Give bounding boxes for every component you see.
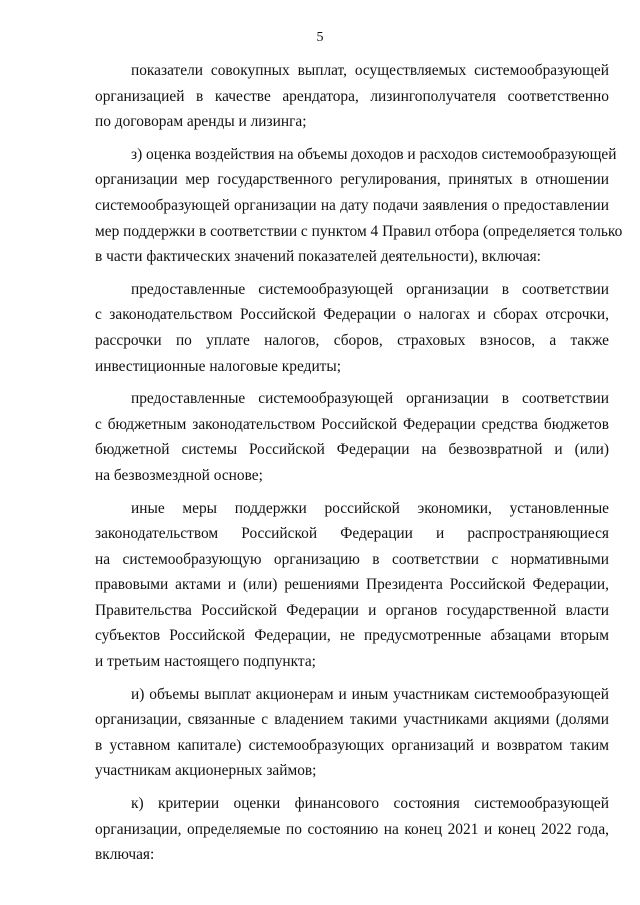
paragraph-line: включая: xyxy=(95,846,155,864)
paragraph-line: с законодательством Российской Федерации о налогах и сборах отсрочки, xyxy=(95,306,609,324)
page-number: 5 xyxy=(316,30,324,45)
paragraph-budget-funds xyxy=(95,386,609,488)
paragraph-item-i xyxy=(95,682,609,784)
paragraph-line: правовыми актами и (или) решениями Президента Российской Федерации, xyxy=(95,576,609,594)
document-body xyxy=(95,58,623,875)
paragraph-line: предоставленные системообразующей организации в соответствии xyxy=(131,280,609,298)
paragraph-line: законодательством Российской Федерации и распространяющиеся xyxy=(95,525,609,543)
paragraph-aggregate-payments xyxy=(95,58,609,135)
paragraph-line: в части фактических значений показателей деятельности), включая: xyxy=(95,248,541,266)
paragraph-line: Правительства Российской Федерации и органов государственной власти xyxy=(95,601,609,619)
paragraph-line: з) оценка воздействия на объемы доходов и расходов системообразующей xyxy=(131,145,617,163)
paragraph-line: организации, связанные с владением такими участниками акциями (долями xyxy=(95,711,609,729)
paragraph-line: иные меры поддержки российской экономики, установленные xyxy=(131,499,609,517)
paragraph-line: по договорам аренды и лизинга; xyxy=(95,113,307,131)
paragraph-line: субъектов Российской Федерации, не предусмотренные абзацами вторым xyxy=(95,627,609,645)
paragraph-line: организацией в качестве арендатора, лизингополучателя соответственно xyxy=(95,87,609,105)
paragraph-line: рассрочки по уплате налогов, сборов, страховых взносов, а также xyxy=(95,331,609,349)
paragraph-item-k xyxy=(95,791,609,868)
paragraph-line: показатели совокупных выплат, осуществляемых системообразующей xyxy=(131,62,609,79)
paragraph-line: бюджетной системы Российской Федерации на безвозвратной и (или) xyxy=(95,441,609,459)
paragraph-line: организации мер государственного регулирования, принятых в отношении xyxy=(95,171,609,189)
paragraph-other-measures xyxy=(95,496,609,675)
paragraph-line: системообразующей организации на дату подачи заявления о предоставлении xyxy=(95,196,609,214)
paragraph-tax-deferrals xyxy=(95,277,609,379)
paragraph-line: к) критерии оценки финансового состояния системообразующей xyxy=(131,795,609,813)
paragraph-line: предоставленные системообразующей организации в соответствии xyxy=(131,390,609,408)
paragraph-line: на системообразующую организацию в соответствии с нормативными xyxy=(95,550,609,568)
paragraph-line: мер поддержки в соответствии с пунктом 4 Правил отбора (определяется только xyxy=(95,222,623,240)
paragraph-line: с бюджетным законодательством Российской Федерации средства бюджетов xyxy=(95,415,609,433)
paragraph-item-z xyxy=(95,142,623,270)
paragraph-line: и) объемы выплат акционерам и иным участникам системообразующей xyxy=(131,685,609,703)
paragraph-line: и третьим настоящего подпункта; xyxy=(95,653,316,671)
paragraph-line: в уставном капитале) системообразующих организаций и возвратом таким xyxy=(95,736,609,754)
paragraph-line: на безвозмездной основе; xyxy=(95,466,263,484)
paragraph-line: участникам акционерных займов; xyxy=(95,762,317,780)
paragraph-line: инвестиционные налоговые кредиты; xyxy=(95,357,342,375)
paragraph-line: организации, определяемые по состоянию на конец 2021 и конец 2022 года, xyxy=(95,820,609,838)
